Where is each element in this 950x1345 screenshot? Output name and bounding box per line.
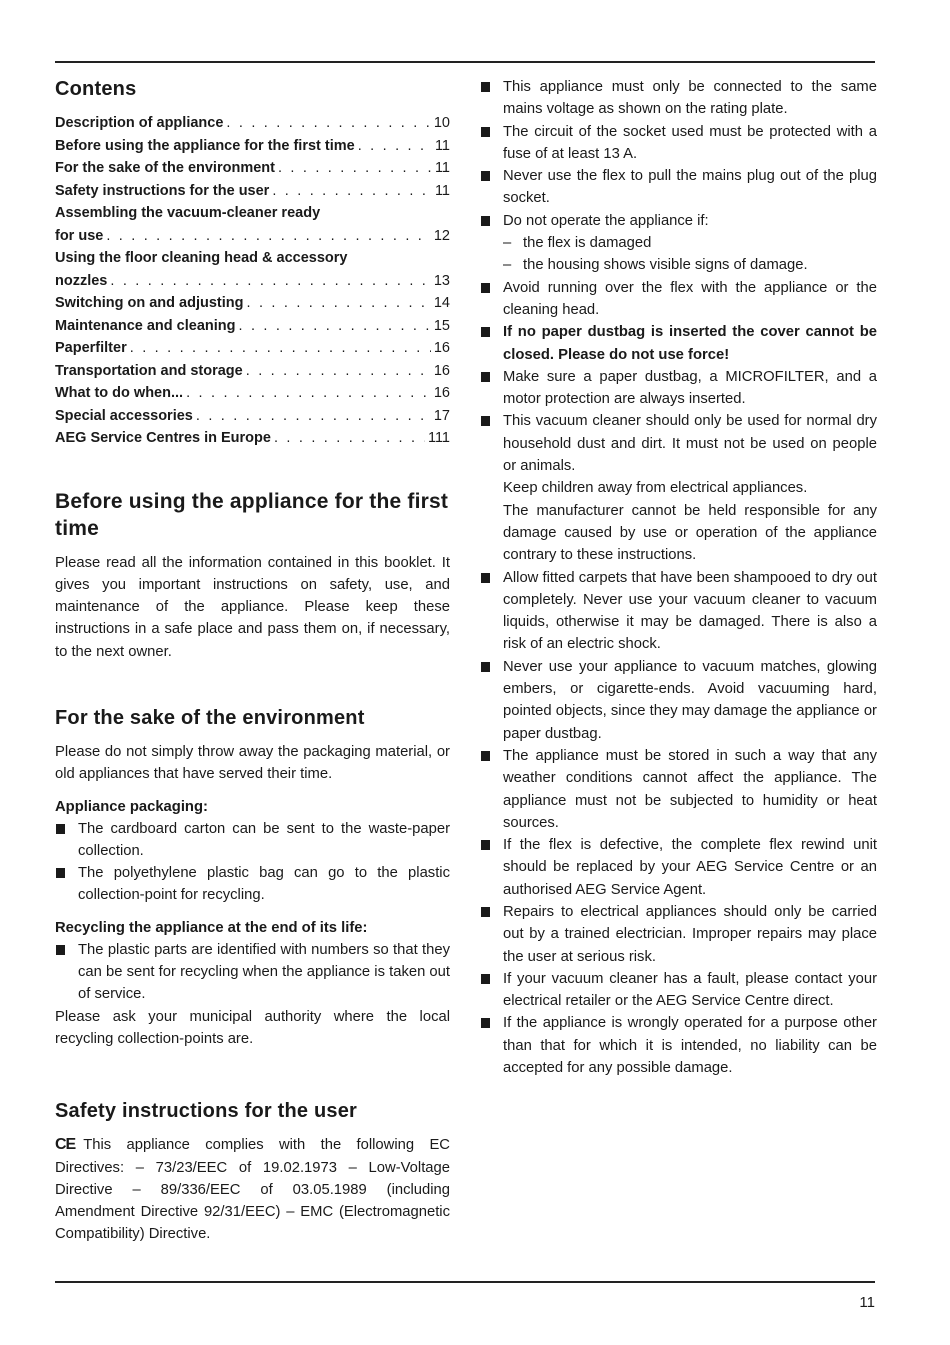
list-item: Do not operate the appliance if: – the flex is damaged – the housing shows visible signs of damage. <box>480 210 877 277</box>
bullet-square-icon <box>481 751 490 761</box>
list-item: If the appliance is wrongly operated for a purpose other than that for which it is intended, no liability can be accepted for any possible damage. <box>480 1012 877 1079</box>
toc-item[interactable]: For the sake of the environment . . . 11 <box>55 157 450 180</box>
bullet-square-icon <box>481 1018 490 1028</box>
toc-item[interactable]: Assembling the vacuum-cleaner ready for use . . . 12 <box>55 202 450 247</box>
recycling-list <box>55 939 450 1006</box>
list-item-warning: If no paper dustbag is inserted the cover cannot be closed. Please do not use force! <box>480 321 877 366</box>
list-item: This vacuum cleaner should only be used for normal dry household dust and dirt. It must not be used on people or animals. Keep children away from electrical appliances. The manufacturer cannot be held responsible for any damage caused by use or operation of the appliance contrary to these instructions. <box>480 410 877 566</box>
safety-heading: Safety instructions for the user <box>55 1100 358 1123</box>
sub-list-item: – the housing shows visible signs of damage. <box>503 257 808 274</box>
list-item: If your vacuum cleaner has a fault, please contact your electrical retailer or the AEG Service Centre direct. <box>480 968 877 1013</box>
toc-item[interactable]: Special accessories . . . 17 <box>55 405 450 428</box>
before-first-use-heading: Before using the appliance for the first time <box>55 489 449 540</box>
left-column <box>55 76 450 1246</box>
ce-compliance-text: CE This appliance complies with the following EC Directives: – 73/23/EEC of 19.02.1973 – Low-Voltage Directive – 89/336/EEC of 03.05.1989 (including Amendment Directive 92/31/EEC) – EMC (Electromagnetic Compatibility) Directive. <box>55 1136 450 1243</box>
safety-list <box>480 76 877 1079</box>
bullet-square-icon <box>481 840 490 850</box>
top-rule <box>55 61 875 63</box>
toc-item[interactable]: Before using the appliance for the first time . . . 11 <box>55 135 450 158</box>
bullet-square-icon <box>481 662 490 672</box>
toc-item[interactable]: Transportation and storage . . . 16 <box>55 360 450 383</box>
right-column <box>480 76 877 1079</box>
toc-item[interactable]: Safety instructions for the user . . . 11 <box>55 180 450 203</box>
bullet-square-icon <box>56 945 65 955</box>
list-item-paragraph: The manufacturer cannot be held responsible for any damage caused by use or operation of the appliance contrary to these instructions. <box>503 502 877 564</box>
list-item: The appliance must be stored in such a way that any weather conditions cannot affect the appliance. The appliance must not be subjected to humidity or heat sources. <box>480 745 877 834</box>
bottom-rule <box>55 1281 875 1283</box>
list-item: Never use the flex to pull the mains plug out of the plug socket. <box>480 165 877 210</box>
bullet-square-icon <box>481 907 490 917</box>
before-first-use-text: Please read all the information contained in this booklet. It gives you important instructions on safety, use, and maintenance of the appliance. Please keep these instructions in a safe place and pass them on, if necessary, to the next owner. <box>55 554 450 660</box>
environment-intro: Please do not simply throw away the packaging material, or old appliances that have served their time. <box>55 743 450 783</box>
bullet-square-icon <box>481 216 490 226</box>
sub-list <box>503 232 877 277</box>
list-item: The plastic parts are identified with numbers so that they can be sent for recycling when the appliance is taken out of service. <box>55 939 450 1006</box>
list-item-paragraph: Keep children away from electrical appliances. <box>503 480 808 497</box>
list-item: The circuit of the socket used must be protected with a fuse of at least 13 A. <box>480 121 877 166</box>
toc-item[interactable]: Paperfilter . . . 16 <box>55 337 450 360</box>
recycling-heading: Recycling the appliance at the end of its life: <box>55 919 368 936</box>
packaging-heading: Appliance packaging: <box>55 798 208 815</box>
bullet-square-icon <box>56 824 65 834</box>
ce-mark-icon: CE <box>55 1136 76 1154</box>
bullet-square-icon <box>56 868 65 878</box>
contents-title: Contens <box>55 78 137 100</box>
list-item: The cardboard carton can be sent to the waste-paper collection. <box>55 818 450 863</box>
environment-heading: For the sake of the environment <box>55 706 365 729</box>
list-item: Make sure a paper dustbag, a MICROFILTER, and a motor protection are always inserted. <box>480 366 877 411</box>
page-number: 11 <box>859 1294 875 1311</box>
bullet-square-icon <box>481 974 490 984</box>
bullet-square-icon <box>481 416 490 426</box>
recycling-note: Please ask your municipal authority where the local recycling collection-points are. <box>55 1008 450 1047</box>
sub-list-item: – the flex is damaged <box>503 235 652 252</box>
bullet-square-icon <box>481 327 490 337</box>
list-item: This appliance must only be connected to the same mains voltage as shown on the rating plate. <box>480 76 877 121</box>
packaging-list <box>55 818 450 907</box>
table-of-contents <box>55 112 450 450</box>
toc-item[interactable]: AEG Service Centres in Europe . . . 111 <box>55 427 450 450</box>
list-item: Avoid running over the flex with the appliance or the cleaning head. <box>480 277 877 322</box>
toc-item[interactable]: What to do when... . . . 16 <box>55 382 450 405</box>
list-item: The polyethylene plastic bag can go to the plastic collection-point for recycling. <box>55 862 450 907</box>
list-item: Allow fitted carpets that have been shampooed to dry out completely. Never use your vacuum cleaner to vacuum liquids, otherwise it may be damaged. There is also a risk of an electric shock. <box>480 567 877 656</box>
toc-item[interactable]: Switching on and adjusting . . . 14 <box>55 292 450 315</box>
list-item: If the flex is defective, the complete flex rewind unit should be replaced by your AEG Service Centre or an authorised AEG Service Agent. <box>480 834 877 901</box>
bullet-square-icon <box>481 82 490 92</box>
bullet-square-icon <box>481 127 490 137</box>
toc-item[interactable]: Maintenance and cleaning . . . 15 <box>55 315 450 338</box>
toc-item[interactable]: Using the floor cleaning head & accessory nozzles . . . 13 <box>55 247 450 292</box>
bullet-square-icon <box>481 283 490 293</box>
toc-item[interactable]: Description of appliance . . . 10 <box>55 112 450 135</box>
bullet-square-icon <box>481 171 490 181</box>
bullet-square-icon <box>481 372 490 382</box>
list-item: Repairs to electrical appliances should only be carried out by a trained electrician. Improper repairs may place the user at serious risk. <box>480 901 877 968</box>
list-item: Never use your appliance to vacuum matches, glowing embers, or cigarette-ends. Avoid vacuuming hard, pointed objects, since they may damage the appliance or paper dustbag. <box>480 656 877 745</box>
bullet-square-icon <box>481 573 490 583</box>
